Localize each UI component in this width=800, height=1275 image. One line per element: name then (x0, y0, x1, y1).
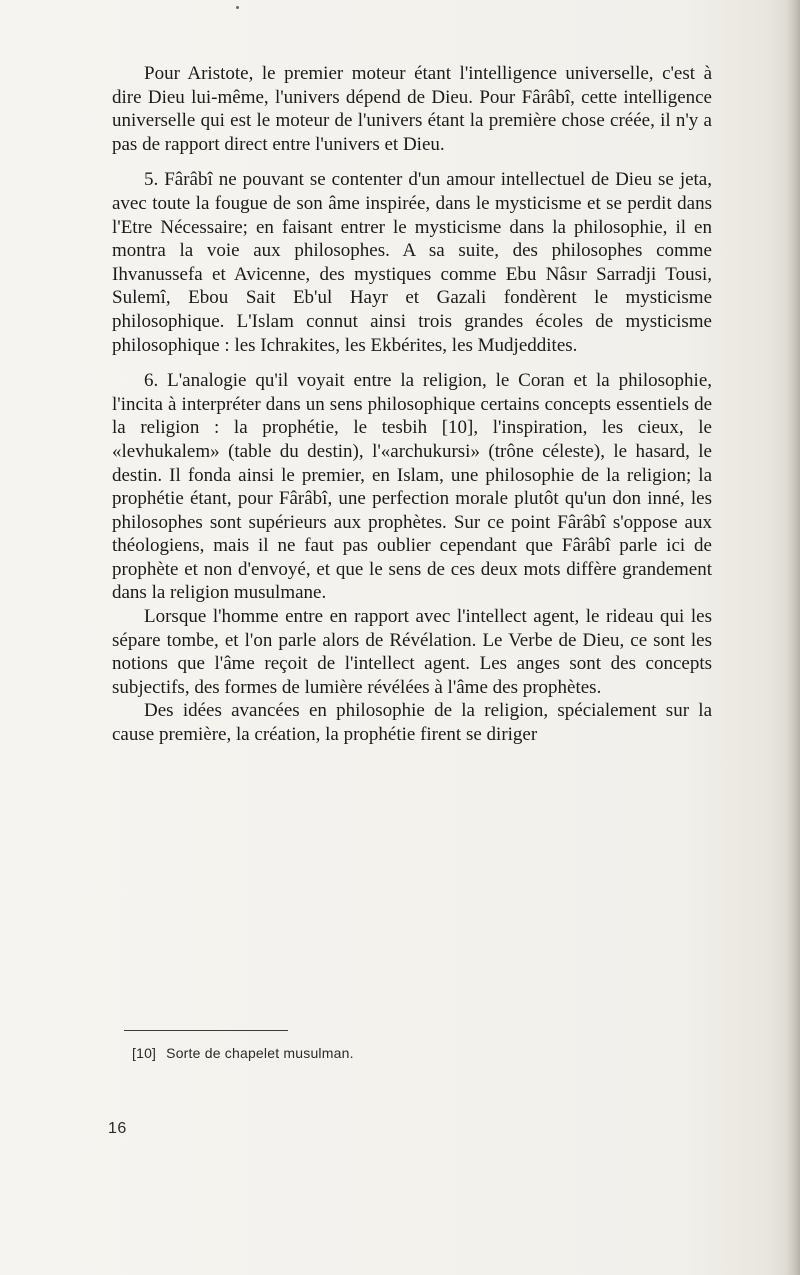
page-edge-shadow (786, 0, 800, 1275)
footnote (132, 1044, 692, 1062)
footnote-number: [10] (132, 1045, 157, 1061)
footnote-rule (124, 1030, 288, 1031)
paragraph-aristote: Pour Aristote, le premier moteur étant l'intelligence universelle, c'est à dire Dieu lui-même, l'univers dépend de Dieu. Pour Fârâbî, cette intelligence universelle qui est le moteur de l'univers étant la première chose créée, il n'y a pas de rapport direct entre l'univers et Dieu. (112, 63, 712, 155)
paragraph-gap (112, 156, 712, 168)
paragraph-revelation: Lorsque l'homme entre en rapport avec l'intellect agent, le rideau qui les sépare tombe, et l'on parle alors de Révélation. Le Verbe de Dieu, ce sont les notions que l'âme reçoit de l'intellect agent. Les anges sont des concepts subjectifs, des formes de lumière révélées à l'âme des prophètes. (112, 606, 712, 698)
paragraph-idees-avancees: Des idées avancées en philosophie de la religion, spécialement sur la cause première, la création, la prophétie firent se diriger (112, 700, 712, 746)
body-text (112, 62, 712, 747)
footnote-text: Sorte de chapelet musulman. (166, 1045, 354, 1061)
page-number: 16 (108, 1120, 127, 1137)
paragraph-gap (112, 357, 712, 369)
paper-speck (236, 6, 239, 9)
paragraph-6-analogie: 6. L'analogie qu'il voyait entre la religion, le Coran et la philosophie, l'incita à interpréter dans un sens philosophique certains concepts essentiels de la religion : la prophétie, le tesbih [10], l'inspiration, les cieux, le «levhukalem» (table du destin), l'«archukursi» (trône céleste), le hasard, le destin. Il fonda ainsi le premier, en Islam, une philosophie de la religion; la prophétie étant, pour Fârâbî, une perfection morale plutôt qu'un don inné, les philosophes sont supérieurs aux prophètes. Sur ce point Fârâbî s'oppose aux théologiens, mais il ne faut pas oublier cependant que Fârâbî parle ici de prophète et non d'envoyé, et que le sens de ces deux mots diffère grandement dans la religion musulmane. (112, 370, 712, 604)
paragraph-5-mysticisme: 5. Fârâbî ne pouvant se contenter d'un amour intellectuel de Dieu se jeta, avec toute la fougue de son âme inspirée, dans le mysticisme et se perdit dans l'Etre Nécessaire; en faisant entrer le mysticisme dans la philosophie, il en montra la voie aux philosophes. A sa suite, des philosophes comme Ihvanussefa et Avicenne, des mystiques comme Ebu Nâsır Sarradji Tousi, Sulemî, Ebou Sait Eb'ul Hayr et Gazali fondèrent le mysticisme philosophique. L'Islam connut ainsi trois grandes écoles de mysticisme philosophique : les Ichrakites, les Ekbérites, les Mudjeddites. (112, 169, 712, 356)
